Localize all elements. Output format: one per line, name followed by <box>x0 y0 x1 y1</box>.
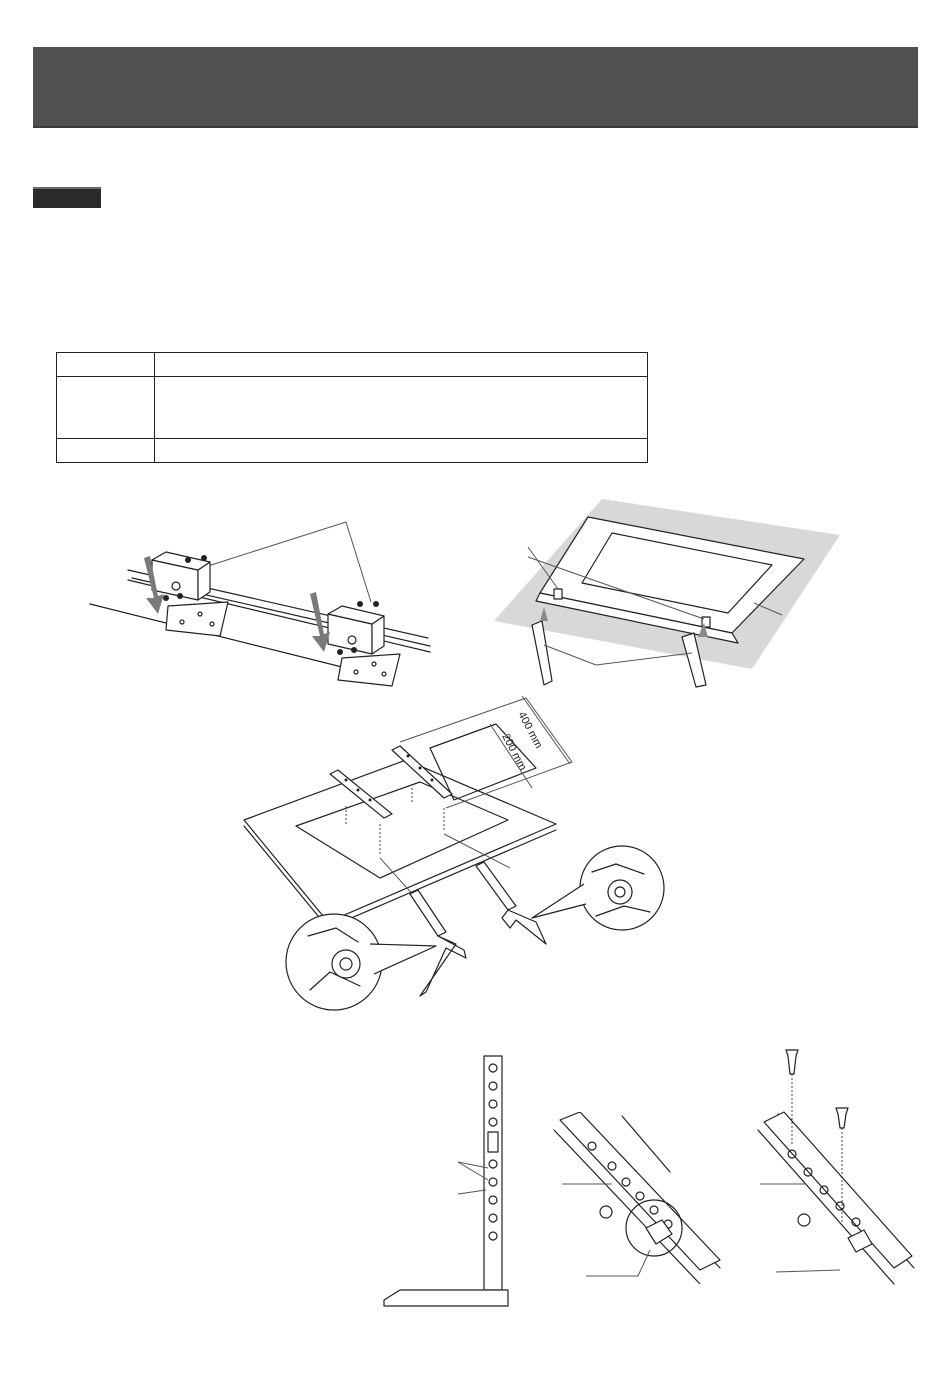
note-label-box <box>33 187 101 208</box>
table-row <box>57 353 648 377</box>
table-cell <box>57 353 155 377</box>
rail-spacer-closeup-illustration <box>550 1112 740 1284</box>
section-header-banner <box>33 47 918 128</box>
table-cell <box>57 439 155 463</box>
table-row <box>57 377 648 439</box>
dimension-200-label: 200 mm <box>499 731 529 773</box>
table-row <box>57 439 648 463</box>
dimension-400-label: 400 mm <box>515 709 545 751</box>
rail-screw-closeup-illustration <box>748 1044 920 1300</box>
tv-face-down-illustration <box>492 497 852 697</box>
spec-table <box>56 352 648 463</box>
table-cell <box>155 353 648 377</box>
bracket-attach-illustration <box>88 518 438 688</box>
stand-column-side-illustration <box>382 1054 512 1310</box>
table-cell <box>155 439 648 463</box>
stand-mount-illustration <box>240 696 680 1016</box>
table-cell <box>57 377 155 439</box>
table-cell <box>155 377 648 439</box>
